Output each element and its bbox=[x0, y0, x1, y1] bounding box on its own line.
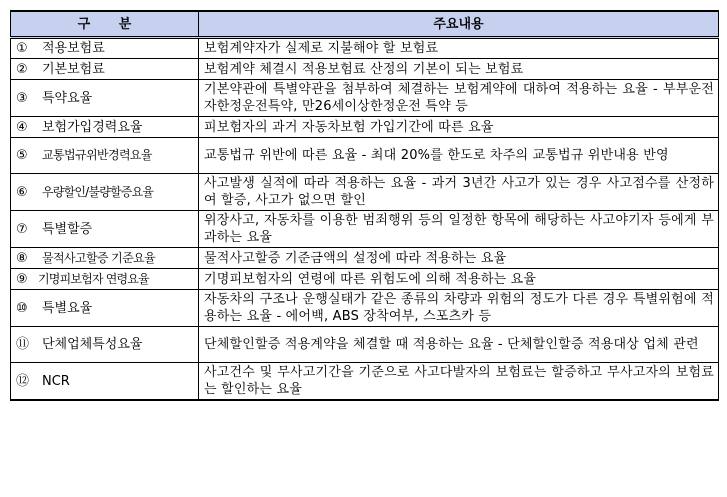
row-content: 자동차의 구조나 운행실태가 같은 종류의 차량과 위험의 정도가 다른 경우 특별위험에 적용하는 요율 - 에어백, ABS 장착여부, 스포츠카 등 bbox=[199, 290, 719, 327]
row-content: 사고건수 및 무사고기간을 기준으로 사고다발자의 보험료는 할증하고 무사고자의 보험료는 할인하는 요율 bbox=[199, 363, 719, 401]
row-number: ⑫ bbox=[16, 373, 30, 389]
table-row bbox=[11, 363, 719, 401]
row-content: 사고발생 실적에 따라 적용하는 요율 - 과거 3년간 사고가 있는 경우 사고점수를 산정하여 할증, 사고가 없으면 할인 bbox=[199, 174, 719, 211]
row-number: ④ bbox=[16, 119, 28, 135]
row-content: 단체할인할증 적용계약을 체결할 때 적용하는 요율 - 단체할인할증 적용대상 업체 관련 bbox=[199, 327, 719, 363]
row-number: ⑤ bbox=[16, 148, 28, 163]
row-category: 교통법규위반경력요율 bbox=[42, 148, 152, 162]
row-number: ⑥ bbox=[16, 184, 28, 200]
row-category: 특약요율 bbox=[42, 90, 93, 106]
table-row bbox=[11, 38, 719, 59]
row-category: 특별할증 bbox=[42, 221, 93, 237]
row-number: ⑧ bbox=[16, 250, 28, 266]
row-category: 기본보험료 bbox=[42, 61, 105, 77]
row-category: 물적사고할증 기준요율 bbox=[42, 250, 156, 265]
row-number: ① bbox=[16, 41, 28, 56]
row-category: 기명피보험자 연령요율 bbox=[38, 271, 149, 286]
insurance-rate-table bbox=[10, 10, 719, 401]
row-number: ⑪ bbox=[16, 337, 30, 352]
row-category: 보험가입경력요율 bbox=[42, 119, 143, 135]
table-header-row bbox=[11, 11, 719, 38]
table-row bbox=[11, 290, 719, 327]
table-row bbox=[11, 117, 719, 138]
row-category-cell bbox=[11, 38, 199, 59]
row-category-cell bbox=[11, 211, 199, 248]
row-content: 피보험자의 과거 자동차보험 가입기간에 따른 요율 bbox=[199, 117, 719, 138]
table-row bbox=[11, 80, 719, 117]
row-category-cell bbox=[11, 327, 199, 363]
row-number: ⑩ bbox=[16, 300, 28, 316]
row-content: 보험계약자가 실제로 지불해야 할 보험료 bbox=[199, 38, 719, 59]
row-content: 기본약관에 특별약관을 첨부하여 체결하는 보험계약에 대하여 적용하는 요율 - 부부운전자한정운전특약, 만26세이상한정운전 특약 등 bbox=[199, 80, 719, 117]
row-category-cell bbox=[11, 138, 199, 174]
row-category: NCR bbox=[42, 373, 70, 389]
row-category-cell bbox=[11, 80, 199, 117]
row-number: ② bbox=[16, 61, 28, 77]
row-content: 보험계약 체결시 적용보험료 산정의 기본이 되는 보험료 bbox=[199, 59, 719, 80]
row-category: 단체업체특성요율 bbox=[42, 337, 143, 352]
row-number: ③ bbox=[16, 90, 28, 106]
row-number: ⑦ bbox=[16, 221, 28, 237]
table-row bbox=[11, 211, 719, 248]
table-row bbox=[11, 269, 719, 290]
row-category-cell bbox=[11, 290, 199, 327]
row-category-cell bbox=[11, 269, 199, 290]
table-row bbox=[11, 138, 719, 174]
row-category-cell bbox=[11, 248, 199, 269]
row-content: 기명피보험자의 연령에 따른 위험도에 의해 적용하는 요율 bbox=[199, 269, 719, 290]
header-category: 구 분 bbox=[11, 11, 199, 38]
table-row bbox=[11, 174, 719, 211]
row-category-cell bbox=[11, 363, 199, 401]
row-category-cell bbox=[11, 59, 199, 80]
row-category-cell bbox=[11, 174, 199, 211]
table-row bbox=[11, 248, 719, 269]
row-number: ⑨ bbox=[16, 271, 28, 287]
row-category: 우량할인/불량할증요율 bbox=[42, 184, 154, 199]
row-content: 교통법규 위반에 따른 요율 - 최대 20%를 한도로 차주의 교통법규 위반내용 반영 bbox=[199, 138, 719, 174]
table-row bbox=[11, 327, 719, 363]
row-content: 위장사고, 자동차를 이용한 범죄행위 등의 일정한 항목에 해당하는 사고야기자 등에게 부과하는 요율 bbox=[199, 211, 719, 248]
row-category: 특별요율 bbox=[42, 300, 93, 316]
table-row bbox=[11, 59, 719, 80]
header-content: 주요내용 bbox=[199, 11, 719, 38]
row-category: 적용보험료 bbox=[42, 41, 105, 56]
row-category-cell bbox=[11, 117, 199, 138]
row-content: 물적사고할증 기준금액의 설정에 따라 적용하는 요율 bbox=[199, 248, 719, 269]
